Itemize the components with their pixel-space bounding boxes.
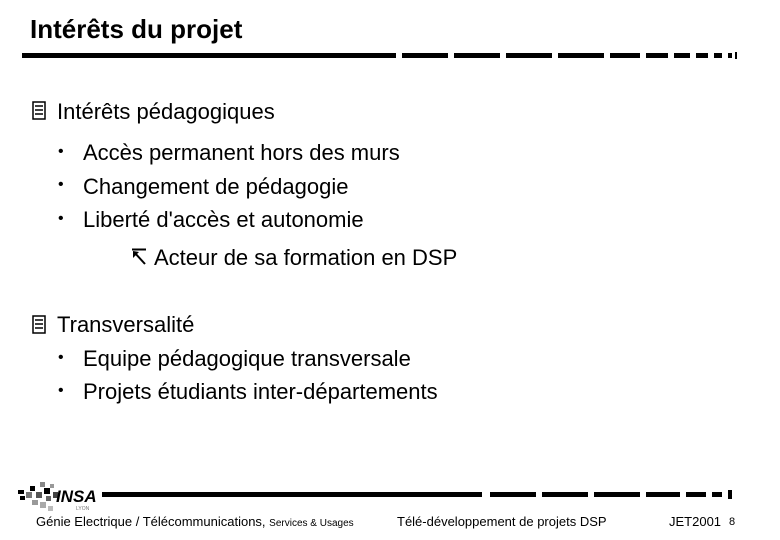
footer-department xyxy=(36,514,354,529)
insa-lyon-logo xyxy=(18,478,104,518)
footer-department-small: Services & Usages xyxy=(269,518,354,529)
footer-center: Télé-développement de projets DSP xyxy=(397,514,607,529)
bullet-dot: • xyxy=(58,210,64,227)
list-item: Accès permanent hors des murs xyxy=(83,140,400,165)
list-item: Projets étudiants inter-départements xyxy=(83,379,438,404)
logo-subtext: LYON xyxy=(76,506,90,512)
bullet-dot: • xyxy=(58,349,64,366)
sub-item: Acteur de sa formation en DSP xyxy=(154,245,458,270)
section-heading: Transversalité xyxy=(57,312,195,337)
notebook-bullet-icon xyxy=(32,315,46,334)
bullet-dot: • xyxy=(58,143,64,160)
logo-text: INSA xyxy=(56,487,97,506)
footer-event: JET2001 xyxy=(669,514,722,529)
page-number: 8 xyxy=(729,516,736,528)
footer-department-main: Génie Electrique / Télécommunications, xyxy=(36,514,266,529)
notebook-bullet-icon xyxy=(32,101,46,120)
bullet-dot: • xyxy=(58,382,64,399)
slide-title: Intérêts du projet xyxy=(30,14,243,44)
list-item: Equipe pédagogique transversale xyxy=(83,346,411,371)
list-item: Liberté d'accès et autonomie xyxy=(83,207,364,232)
title-divider xyxy=(22,51,738,59)
bullet-dot: • xyxy=(58,176,64,193)
footer-divider xyxy=(8,488,738,502)
list-item: Changement de pédagogie xyxy=(83,174,349,199)
section-heading: Intérêts pédagogiques xyxy=(57,99,275,124)
arrow-up-left-icon xyxy=(131,248,147,266)
